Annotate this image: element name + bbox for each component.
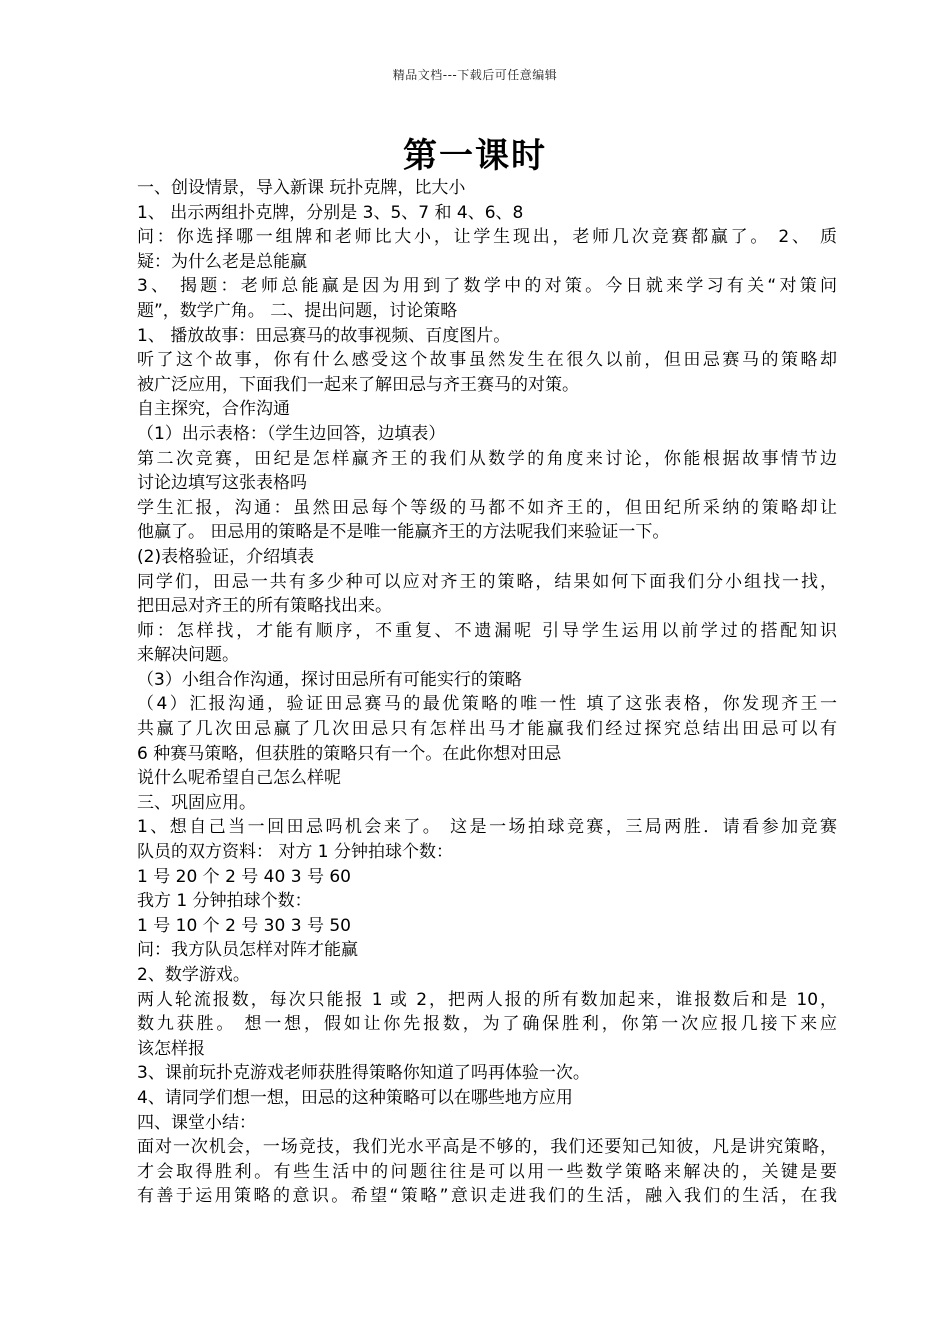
text-line: 问：我方队员怎样对阵才能赢 [137,940,358,961]
text-line: （1）出示表格：（学生边回答，边填表） [137,423,446,444]
text-line: 才会取得胜利。有些生活中的问题往往是可以用一些数学策略来解决的，关键是要 [137,1161,837,1182]
text-line: 面对一次机会，一场竞技，我们光水平高是不够的，我们还要知己知彼，凡是讲究策略， [137,1137,837,1158]
text-line: 三、巩固应用。 [137,792,256,813]
text-line: 说什么呢希望自己怎么样呢 [137,768,341,789]
text-line: 该怎样报 [137,1038,205,1059]
text-line: 队员的双方资料： 对方 1 分钟拍球个数： [137,842,454,863]
text-line: 四、课堂小结： [137,1112,256,1133]
text-line: （3）小组合作沟通，探讨田忌所有可能实行的策略 [137,669,522,690]
text-line: 同学们，田忌一共有多少种可以应对齐王的策略，结果如何下面我们分小组找一找， [137,571,837,592]
text-line: 数九获胜。 想一想，假如让你先报数，为了确保胜利，你第一次应报几接下来应 [137,1014,837,1035]
text-line: 把田忌对齐王的所有策略找出来。 [137,596,392,617]
text-line: 被广泛应用，下面我们一起来了解田忌与齐王赛马的对策。 [137,374,579,395]
text-line: 2、数学游戏。 [137,965,250,985]
text-line: 1、 播放故事：田忌赛马的故事视频、百度图片。 [137,325,511,346]
text-line: 1 号 10 个 2 号 30 3 号 50 [137,915,351,936]
text-line: 第二次竞赛，田纪是怎样赢齐王的我们从数学的角度来讨论，你能根据故事情节边 [137,448,837,469]
text-line: 4、请同学们想一想，田忌的这种策略可以在哪些地方应用 [137,1087,573,1108]
page-title: 第一课时 [403,136,547,176]
text-line: 6 种赛马策略，但获胜的策略只有一个。在此你想对田忌 [137,743,562,764]
text-line: 学生汇报，沟通：虽然田忌每个等级的马都不如齐王的，但田纪所采纳的策略却让 [137,497,837,518]
text-line: 题”，数学广角。 二、提出问题，讨论策略 [137,300,458,321]
text-line: （4）汇报沟通，验证田忌赛马的最优策略的唯一性 填了这张表格，你发现齐王一 [137,694,837,715]
text-line: 1 号 20 个 2 号 40 3 号 60 [137,866,351,887]
text-line: 自主探究，合作沟通 [137,399,290,420]
text-line: 1、想自己当一回田忌吗机会来了。 这是一场拍球竞赛，三局两胜．请看参加竞赛 [137,817,837,838]
text-line: 问：你选择哪一组牌和老师比大小，让学生现出，老师几次竞赛都赢了。 2、 质 [137,227,837,248]
text-line: 有善于运用策略的意识。希望“策略”意识走进我们的生活，融入我们的生活，在我 [137,1186,837,1207]
text-line: 3、 揭题：老师总能赢是因为用到了数学中的对策。今日就来学习有关“对策问 [137,276,837,297]
text-line: 我方 1 分钟拍球个数： [137,891,312,912]
text-line: 疑：为什么老是总能赢 [137,251,307,272]
text-line: 3、课前玩扑克游戏老师获胜得策略你知道了吗再体验一次。 [137,1063,590,1084]
text-line: 1、 出示两组扑克牌，分别是 3、5、7 和 4、6、8 [137,202,524,223]
text-line: 讨论边填写这张表格吗 [137,473,307,494]
text-line: 他赢了。 田忌用的策略是不是唯一能赢齐王的方法呢我们来验证一下。 [137,522,670,543]
text-line: 两人轮流报数，每次只能报 1 或 2，把两人报的所有数加起来，谁报数后和是 10， [137,989,837,1010]
text-line: 一、创设情景，导入新课 玩扑克牌，比大小 [137,178,466,198]
page-header: 精品文档---下载后可任意编辑 [392,68,558,82]
text-line: 师：怎样找，才能有顺序，不重复、不遗漏呢 引导学生运用以前学过的搭配知识 [137,620,837,641]
text-line: 听了这个故事，你有什么感受这个故事虽然发生在很久以前，但田忌赛马的策略却 [137,350,837,371]
text-line: 共赢了几次田忌赢了几次田忌只有怎样出马才能赢我们经过探究总结出田忌可以有 [137,719,837,740]
text-line: 来解决问题。 [137,645,239,666]
document-body [137,176,837,1209]
text-line: (2)表格验证，介绍填表 [137,546,315,567]
